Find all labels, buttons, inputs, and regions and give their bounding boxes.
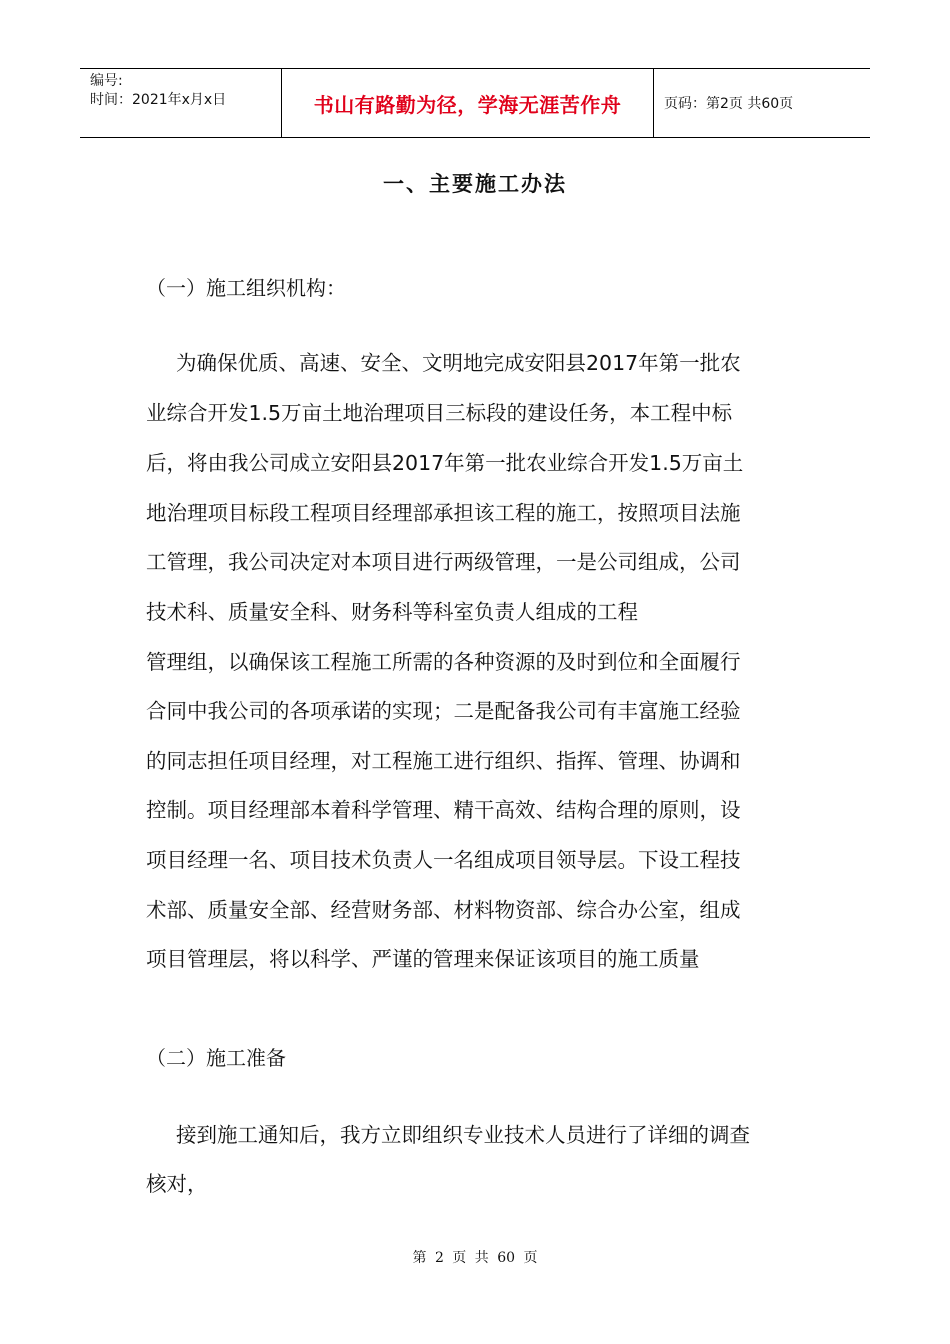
- paragraph-line: 控制。项目经理部本着科学管理、精干高效、结构合理的原则，设: [146, 798, 741, 822]
- paragraph-line: 业综合开发1.5万亩土地治理项目三标段的建设任务，本工程中标: [146, 401, 733, 425]
- header-page-cell: [654, 69, 870, 137]
- paragraph-line: 项目经理一名、项目技术负责人一名组成项目领导层。下设工程技: [146, 848, 741, 872]
- paragraph-line: 的同志担任项目经理，对工程施工进行组织、指挥、管理、协调和: [146, 749, 741, 773]
- section-title-organization: （一）施工组织机构：: [146, 276, 346, 300]
- document-header: [80, 68, 870, 138]
- paragraph-line: 接到施工通知后，我方立即组织专业技术人员进行了详细的调查: [176, 1123, 750, 1147]
- header-page-info: 页码：第2页 共60页: [664, 96, 794, 112]
- header-meta-cell: [80, 69, 282, 137]
- paragraph-line: 技术科、质量安全科、财务科等科室负责人组成的工程: [146, 600, 638, 624]
- header-motto-cell: [282, 69, 654, 137]
- paragraph-line: 工管理，我公司决定对本项目进行两级管理，一是公司组成，公司: [146, 550, 741, 574]
- section-title-preparation: （二）施工准备: [146, 1046, 286, 1070]
- header-motto: 书山有路勤为径，学海无涯苦作舟: [313, 92, 622, 117]
- paragraph-line: 后，将由我公司成立安阳县2017年第一批农业综合开发1.5万亩土: [146, 451, 744, 475]
- paragraph-line: 管理组，以确保该工程施工所需的各种资源的及时到位和全面履行: [146, 650, 741, 674]
- paragraph-line: 为确保优质、高速、安全、文明地完成安阳县2017年第一批农: [176, 351, 741, 375]
- document-number-label: 编号:: [90, 73, 123, 89]
- page-footer: 第 2 页 共 60 页: [412, 1250, 538, 1266]
- paragraph-line: 项目管理层，将以科学、严谨的管理来保证该项目的施工质量: [146, 947, 700, 971]
- page-heading: 一、主要施工办法: [383, 172, 567, 196]
- paragraph-line: 地治理项目标段工程项目经理部承担该工程的施工，按照项目法施: [146, 501, 741, 525]
- document-time-label: 时间：2021年x月x日: [90, 92, 227, 108]
- paragraph-line: 合同中我公司的各项承诺的实现；二是配备我公司有丰富施工经验: [146, 699, 741, 723]
- paragraph-line: 术部、质量安全部、经营财务部、材料物资部、综合办公室，组成: [146, 898, 741, 922]
- paragraph-line: 核对，: [146, 1172, 208, 1196]
